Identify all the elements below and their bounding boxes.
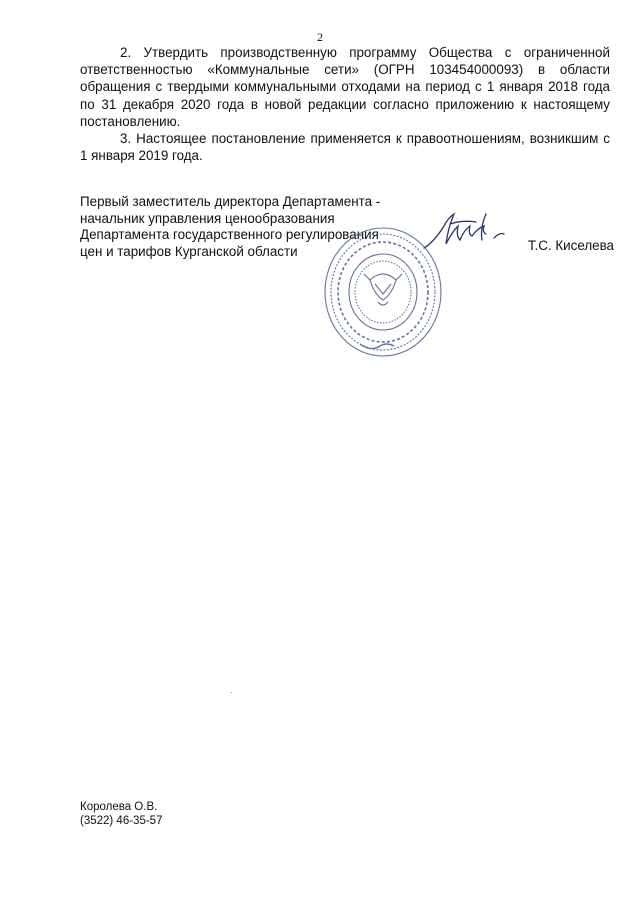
signatory-name: Т.С. Киселева xyxy=(527,238,614,253)
handwritten-signature-icon xyxy=(420,208,510,258)
document-body xyxy=(80,44,610,164)
paragraph-2: 2. Утвердить производственную программу Общества с ограниченной ответственностью «Коммунальные сети» (ОГРН 103454000093) в области обращения с твердыми коммунальными отходами на период с 1 января 2018 года по 31 декабря 2020 года в новой редакции согласно приложению к настоящему постановлению. xyxy=(80,45,610,129)
executor-phone: (3522) 46-35-57 xyxy=(80,815,163,827)
signatory-position-line: Первый заместитель директора Департамента - xyxy=(80,194,381,209)
signatory-position-line: начальник управления ценообразования xyxy=(80,210,335,226)
page-number: 2 xyxy=(317,30,323,44)
executor-contact xyxy=(80,800,162,828)
paragraph-3: 3. Настоящее постановление применяется к правоотношениям, возникшим с 1 января 2019 года. xyxy=(80,131,610,164)
signatory-position-line: цен и тарифов Курганской области xyxy=(80,243,298,259)
executor-name: Королева О.В. xyxy=(80,801,158,813)
signatory-position-line: Департамента государственного регулирования xyxy=(80,227,379,243)
scan-speck xyxy=(231,692,232,693)
